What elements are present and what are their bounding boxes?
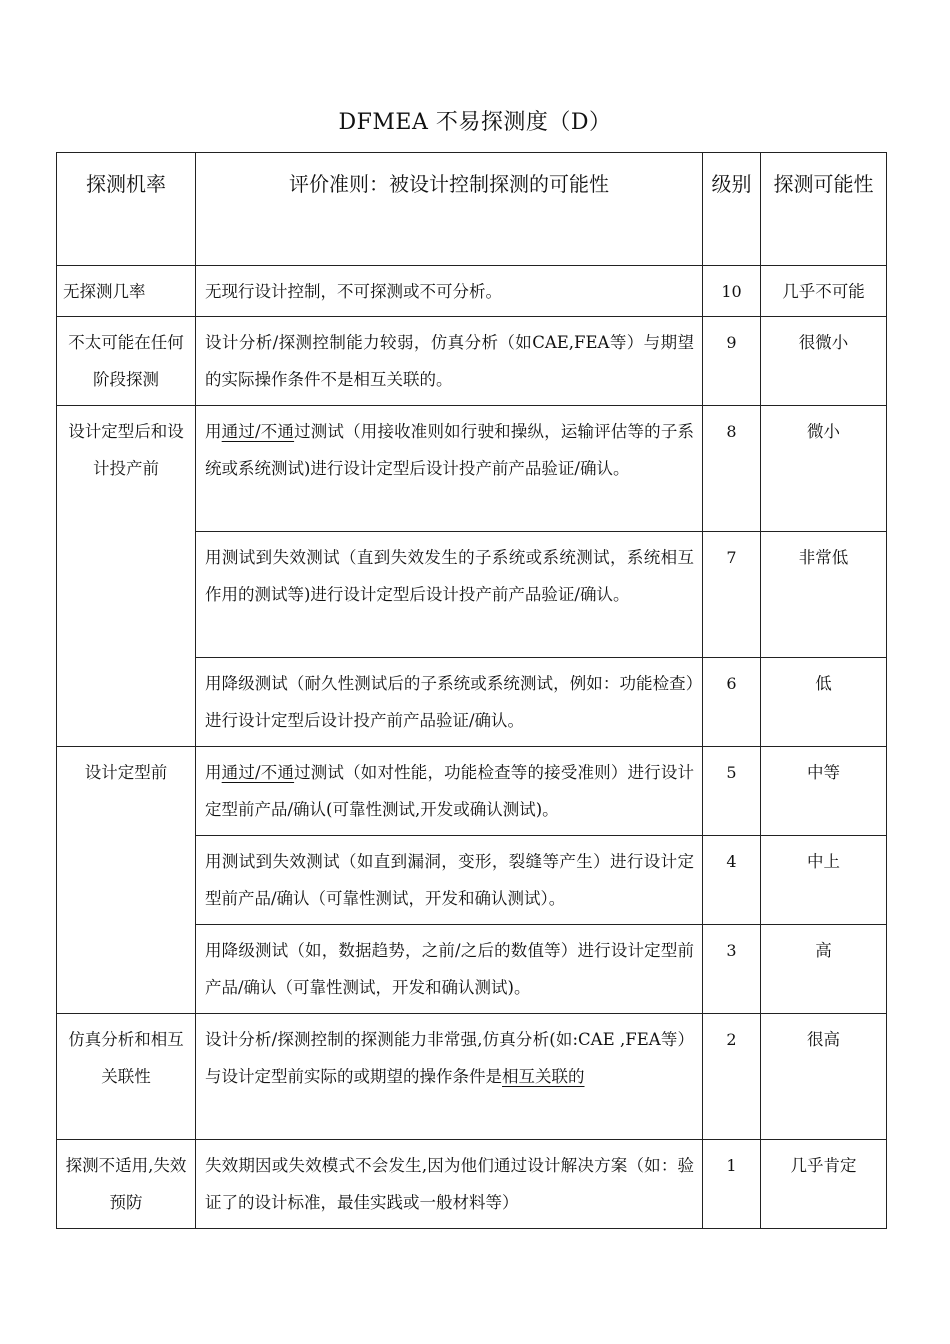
header-opportunity: 探测机率: [57, 153, 196, 266]
criteria-cell: 用降级测试（如，数据趋势，之前/之后的数值等）进行设计定型前产品/确认（可靠性测试，开发和确认测试)。: [196, 925, 703, 1014]
table-row: [57, 1014, 887, 1140]
likelihood-cell: 几乎肯定: [761, 1140, 887, 1229]
page-title: DFMEA 不易探测度（D）: [338, 110, 612, 135]
table-row: [57, 317, 887, 406]
likelihood-cell: 中上: [761, 836, 887, 925]
likelihood-cell: 很微小: [761, 317, 887, 406]
likelihood-cell: 几乎不可能: [761, 266, 887, 317]
header-likelihood: 探测可能性: [761, 153, 887, 266]
rank-cell: 8: [703, 406, 761, 532]
rank-cell: 4: [703, 836, 761, 925]
criteria-cell: 用测试到失效测试（直到失效发生的子系统或系统测试，系统相互作用的测试等)进行设计定型后设计投产前产品验证/确认。: [196, 532, 703, 658]
header-criteria: 评价准则：被设计控制探测的可能性: [196, 153, 703, 266]
category-cell: 无探测几率: [57, 266, 196, 317]
criteria-cell: [196, 406, 703, 532]
criteria-underlined-text: 通过/不通: [221, 422, 295, 441]
likelihood-cell: 中等: [761, 747, 887, 836]
likelihood-cell: 很高: [761, 1014, 887, 1140]
rank-cell: 6: [703, 658, 761, 747]
likelihood-cell: 微小: [761, 406, 887, 532]
criteria-text: 设计分析/探测控制的探测能力非常强,仿真分析(如:CAE ,FEA等）与设计定型前实际的或期望的操作条件是: [205, 1030, 694, 1086]
criteria-cell: 用降级测试（耐久性测试后的子系统或系统测试，例如：功能检查）进行设计定型后设计投产前产品验证/确认。: [196, 658, 703, 747]
criteria-cell: [196, 747, 703, 836]
criteria-cell: 无现行设计控制，不可探测或不可分析。: [196, 266, 703, 317]
header-row: [57, 153, 887, 266]
criteria-text: 过测试（用接收准则如行驶和操纵，运输评估等的子系统或系统测试)进行设计定型后设计投产前产品验证/确认。: [205, 422, 695, 478]
rank-cell: 3: [703, 925, 761, 1014]
rank-cell: 5: [703, 747, 761, 836]
likelihood-cell: 低: [761, 658, 887, 747]
rank-cell: 2: [703, 1014, 761, 1140]
likelihood-cell: 高: [761, 925, 887, 1014]
category-cell: 设计定型前: [57, 747, 196, 1014]
rank-cell: 1: [703, 1140, 761, 1229]
table-row: [57, 747, 887, 836]
category-cell: 设计定型后和设计投产前: [57, 406, 196, 747]
criteria-underlined-text: 相互关联的: [502, 1067, 585, 1086]
category-cell: 不太可能在任何阶段探测: [57, 317, 196, 406]
criteria-cell: 用测试到失效测试（如直到漏洞，变形，裂缝等产生）进行设计定型前产品/确认（可靠性测试，开发和确认测试）。: [196, 836, 703, 925]
criteria-cell: 设计分析/探测控制能力较弱，仿真分析（如CAE,FEA等）与期望的实际操作条件不是相互关联的。: [196, 317, 703, 406]
table-row: [57, 266, 887, 317]
table-row: [57, 406, 887, 532]
criteria-text: 用: [205, 763, 222, 782]
category-cell: 探测不适用,失效预防: [57, 1140, 196, 1229]
likelihood-cell: 非常低: [761, 532, 887, 658]
criteria-cell: 失效期因或失效模式不会发生,因为他们通过设计解决方案（如：验证了的设计标准，最佳实践或一般材料等）: [196, 1140, 703, 1229]
table-row: [57, 1140, 887, 1229]
rank-cell: 9: [703, 317, 761, 406]
rank-cell: 10: [703, 266, 761, 317]
detection-table: [56, 152, 887, 1229]
header-rank: 级别: [703, 153, 761, 266]
rank-cell: 7: [703, 532, 761, 658]
criteria-text: 过测试（如对性能，功能检查等的接受准则）进行设计定型前产品/确认(可靠性测试,开发或确认测试)。: [205, 763, 695, 819]
criteria-cell: [196, 1014, 703, 1140]
criteria-underlined-text: 通过/不通: [221, 763, 295, 782]
category-cell: 仿真分析和相互关联性: [57, 1014, 196, 1140]
criteria-text: 用: [205, 422, 222, 441]
